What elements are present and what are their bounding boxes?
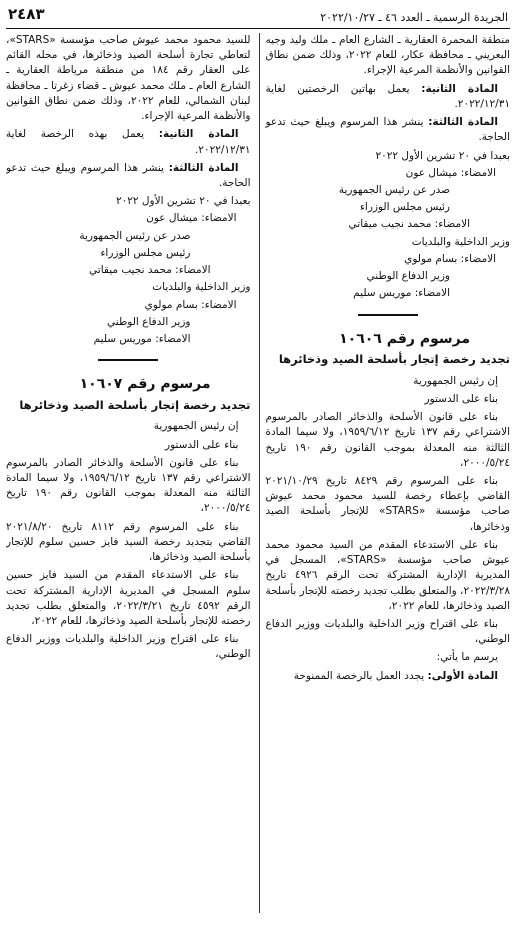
signature-pm: الامضاء: محمد نجيب ميقاتي [348, 218, 470, 231]
decree-heading: مرسوم رقم ١٠٦٠٦ [339, 330, 470, 347]
article-2 [266, 82, 511, 112]
signature-interior: الامضاء: بسام مولوي [144, 298, 237, 311]
right-column [259, 33, 511, 913]
article-text: ينشر هذا المرسوم ويبلغ حيث تدعو الحاجة. [6, 161, 251, 189]
page-number: ٢٤٨٣ [8, 5, 45, 24]
paragraph: بناء على قانون الأسلحة والذخائر الصادر بالمرسوم الاشتراعي رقم ١٣٧ تاريخ ١٩٥٩/٦/١٢، ولا سيما المادة الثالثة منه المعدلة بموجب القانون رقم ١٩٠ تاريخ ٢٠٠٠/٥/٢٤، [6, 456, 251, 515]
interior-title: وزير الداخلية والبلديات [152, 281, 251, 294]
interior-title: وزير الداخلية والبلديات [411, 235, 510, 248]
paragraph: بناء على اقتراح وزير الداخلية والبلديات ووزير الدفاع الوطني، [6, 633, 251, 661]
paragraph: منطقة المحمرة العقارية ـ الشارع العام ـ ملك وليد وجيه البعريني ـ محافظة عكار، للعام ٢٠٢٢، وذلك ضمن نطاق القوانين والأنظمة المرعية الإجراء. [265, 34, 510, 77]
article-label: المادة الثانية: [158, 128, 239, 141]
constitution-line: بناء على الدستور [424, 392, 498, 405]
issued-by: صدر عن رئيس الجمهورية [338, 183, 450, 196]
signature-pm: الامضاء: محمد نجيب ميقاتي [89, 264, 211, 277]
pm-title: رئيس مجلس الوزراء [100, 246, 191, 259]
separator [266, 306, 511, 321]
separator [6, 351, 251, 366]
article-label: المادة الأولى: [427, 669, 498, 682]
page-header [6, 4, 510, 29]
signature-president: الامضاء: ميشال عون [405, 166, 496, 179]
article-text: ينشر هذا المرسوم ويبلغ حيث تدعو الحاجة. [265, 116, 510, 144]
article-2 [6, 127, 251, 157]
decree-heading: مرسوم رقم ١٠٦٠٧ [79, 376, 211, 393]
article-1 [266, 669, 511, 684]
article-label: المادة الثانية: [421, 82, 498, 95]
constitution-line: بناء على الدستور [165, 438, 239, 451]
decrees-line: يرسم ما يأتي: [436, 651, 498, 664]
decree-title: تجديد رخصة إتجار بأسلحة الصيد وذخائرها [278, 352, 510, 367]
paragraph: بناء على المرسوم رقم ٨١١٢ تاريخ ٢٠٢١/٨/٢٠ القاضي بتجديد رخصة السيد فايز حسين سلوم للإتجار بأسلحة الصيد وذخائرها، [6, 520, 251, 564]
article-3 [6, 161, 251, 191]
publication-info: الجريدة الرسمية ـ العدد ٤٦ ـ ٢٠٢٢/١٠/٢٧ [320, 11, 508, 25]
decree-date: بعبدا في ٢٠ تشرين الأول ٢٠٢٢ [116, 195, 251, 208]
columns [6, 33, 510, 913]
article-text: يعمل بهاتين الرخصتين لغاية ٢٠٢٢/١٢/٣١. [265, 82, 510, 110]
article-label: المادة الثالثة: [428, 116, 498, 129]
defense-title: وزير الدفاع الوطني [366, 270, 450, 283]
article-label: المادة الثالثة: [168, 161, 239, 174]
president-line: إن رئيس الجمهورية [413, 374, 498, 387]
signature-defense: الامضاء: موريس سليم [353, 287, 450, 300]
paragraph: للسيد محمود محمد عيوش صاحب مؤسسة «STARS»، لتعاطي تجارة أسلحة الصيد وذخائرها، في محله القائم على العقار رقم ١٨٤ من منطقة مرياطة العقارية ـ الشارع العام ـ ملك محمد عيوش ـ قضاء زغرتا ـ محافظة لبنان الشمالي، للعام ٢٠٢٢، وذلك ضمن نطاق القوانين والأنظمة المرعية الإجراء. [6, 34, 251, 123]
paragraph: بناء على الاستدعاء المقدم من السيد فايز حسين سلوم المسجل في المديرية الإدارية المشتركة تحت الرقم ٤٥٩٢ تاريخ ٢٠٢٢/٣/٢١، والمتعلق بطلب تجديد رخصته للإتجار بأسلحة الصيد وذخائرها، للعام ٢٠٢٢، [6, 569, 251, 627]
paragraph: بناء على الاستدعاء المقدم من السيد محمود محمد عيوش صاحب مؤسسة «STARS»، المسجل في المديرية الإدارية المشتركة تحت الرقم ٤٩٢٦ تاريخ ٢٠٢٢/٣/٢٨، والمتعلق بطلب تجديد رخصته للإتجار بأسلحة الصيد وذخائرها، للعام ٢٠٢٢، [265, 538, 510, 612]
paragraph: بناء على قانون الأسلحة والذخائر الصادر بالمرسوم الاشتراعي رقم ١٣٧ تاريخ ١٩٥٩/٦/١٢، ولا سيما المادة الثالثة منه المعدلة بموجب القانون رقم ١٩٠ تاريخ ٢٠٠٠/٥/٢٤، [265, 411, 510, 469]
signature-interior: الامضاء: بسام مولوي [404, 252, 496, 265]
left-column [6, 33, 251, 913]
decree-title: تجديد رخصة إتجار بأسلحة الصيد وذخائرها [19, 397, 251, 412]
article-text: يجدد العمل بالرخصة الممنوحة [293, 669, 425, 682]
pm-title: رئيس مجلس الوزراء [359, 201, 450, 214]
signature-president: الامضاء: ميشال عون [146, 212, 237, 225]
defense-title: وزير الدفاع الوطني [107, 315, 191, 328]
paragraph: بناء على المرسوم رقم ٨٤٢٩ تاريخ ٢٠٢١/١٠/٢٩ القاضي بإعطاء رخصة للسيد محمود محمد عيوش صاحب مؤسسة «STARS» للإتجار بأسلحة الصيد وذخائرها، [265, 475, 510, 533]
paragraph: بناء على اقتراح وزير الداخلية والبلديات ووزير الدفاع الوطني، [265, 617, 510, 646]
president-line: إن رئيس الجمهورية [153, 420, 239, 433]
decree-date: بعبدا في ٢٠ تشرين الأول ٢٠٢٢ [375, 149, 510, 162]
article-text: يعمل بهذه الرخصة لغاية ٢٠٢٢/١٢/٣١. [6, 128, 251, 156]
signature-defense: الامضاء: موريس سليم [93, 332, 191, 345]
article-3 [266, 115, 511, 145]
issued-by: صدر عن رئيس الجمهورية [79, 229, 191, 242]
